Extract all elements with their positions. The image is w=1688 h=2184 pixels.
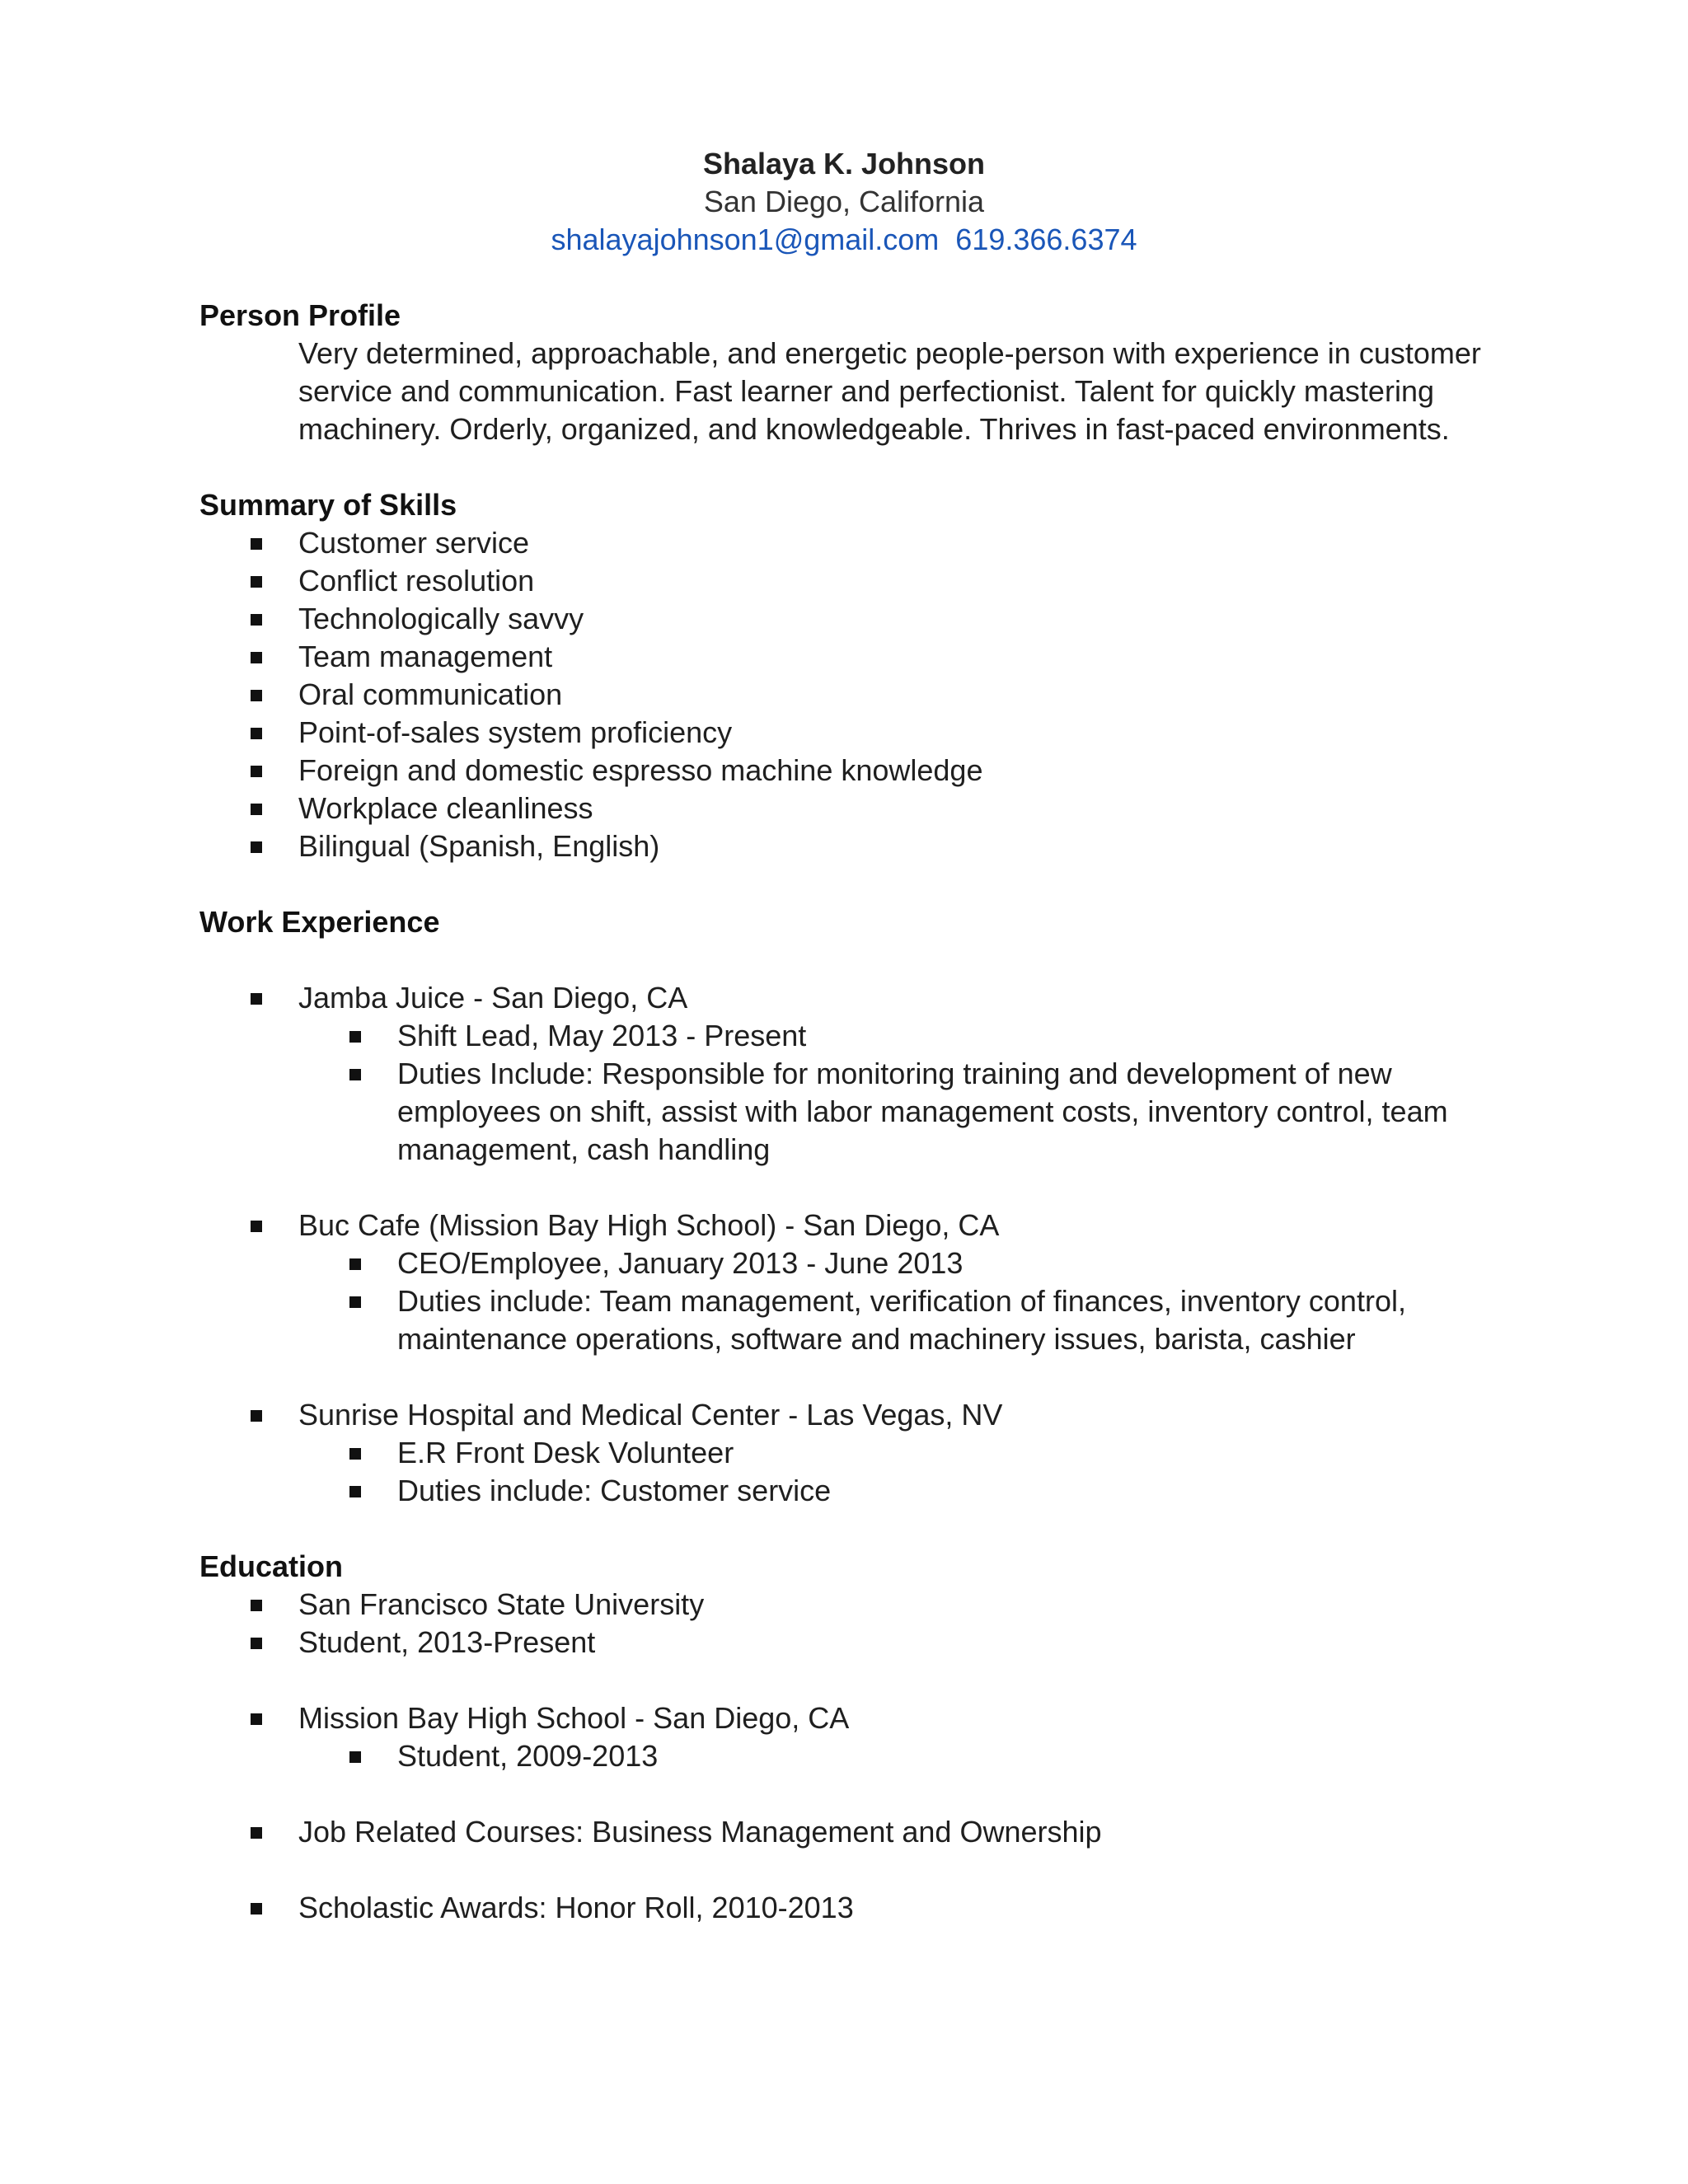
skill-item: Conflict resolution: [199, 562, 1518, 600]
bullet-icon: [251, 1827, 262, 1839]
skill-item: Team management: [199, 638, 1518, 676]
bullet-icon: [349, 1486, 361, 1497]
skill-item: Foreign and domestic espresso machine knowledge: [199, 752, 1518, 790]
bullet-icon: [251, 576, 262, 588]
bullet-icon: [349, 1448, 361, 1460]
bullet-icon: [251, 841, 262, 853]
bullet-icon: [349, 1069, 361, 1080]
bullet-icon: [251, 728, 262, 739]
resume-header: [0, 145, 1688, 259]
skill-item: Oral communication: [199, 676, 1518, 714]
contact-line: [0, 221, 1688, 259]
job-employer: Sunrise Hospital and Medical Center - Las Vegas, NV: [298, 1398, 1003, 1432]
work-list: [199, 1396, 1518, 1434]
phone-number: 619.366.6374: [955, 223, 1137, 256]
work-heading: Work Experience: [199, 905, 440, 939]
bullet-icon: [251, 766, 262, 777]
profile-heading: Person Profile: [199, 298, 401, 332]
bullet-icon: [251, 614, 262, 626]
education-item: Student, 2013-Present: [199, 1624, 1518, 1661]
job-item: [199, 1396, 1518, 1434]
job-details: [298, 1017, 1518, 1169]
skill-item: Bilingual (Spanish, English): [199, 827, 1518, 865]
job-role: Shift Lead, May 2013 - Present: [298, 1017, 1518, 1055]
job-duties: Duties include: Customer service: [298, 1472, 1452, 1510]
bullet-icon: [251, 1410, 262, 1422]
skills-list: [199, 524, 1518, 865]
bullet-icon: [251, 993, 262, 1005]
bullet-icon: [349, 1296, 361, 1308]
job-employer: Buc Cafe (Mission Bay High School) - San Diego, CA: [298, 1208, 1000, 1242]
education-item: Mission Bay High School - San Diego, CA: [199, 1699, 1518, 1737]
education-list: [199, 1889, 1518, 1927]
education-list: [199, 1699, 1518, 1737]
work-list: [199, 979, 1518, 1017]
education-item: Student, 2009-2013: [298, 1737, 1518, 1775]
job-duties: Duties include: Team management, verification of finances, inventory control, maintenance operations, software and machinery issues, barista, cashier: [298, 1282, 1452, 1358]
resume-body: [199, 297, 1518, 1927]
bullet-icon: [251, 690, 262, 701]
bullet-icon: [251, 1638, 262, 1649]
job-item: [199, 1207, 1518, 1244]
job-details: [298, 1244, 1452, 1358]
job-duties: Duties Include: Responsible for monitoring training and development of new employees on shift, assist with labor management costs, inventory control, team management, cash handling: [298, 1055, 1518, 1169]
skill-item: Customer service: [199, 524, 1518, 562]
candidate-location: San Diego, California: [703, 185, 985, 218]
candidate-name: Shalaya K. Johnson: [702, 147, 986, 180]
education-item: San Francisco State University: [199, 1586, 1518, 1624]
bullet-icon: [251, 1221, 262, 1232]
bullet-icon: [251, 804, 262, 815]
education-details: [298, 1737, 1518, 1775]
skill-item: Point-of-sales system proficiency: [199, 714, 1518, 752]
bullet-icon: [251, 1903, 262, 1915]
education-list: [199, 1813, 1518, 1851]
skill-item: Technologically savvy: [199, 600, 1518, 638]
bullet-icon: [349, 1031, 361, 1043]
job-details: [298, 1434, 1452, 1510]
education-list: [199, 1586, 1518, 1661]
bullet-icon: [349, 1751, 361, 1763]
education-heading: Education: [199, 1549, 344, 1583]
skills-heading: Summary of Skills: [199, 488, 457, 522]
profile-text: Very determined, approachable, and energetic people-person with experience in customer service and communication. Fast learner and perfectionist. Talent for quickly mastering machinery. Orderly, organized, and knowledgeable. Thrives in fast-paced environments.: [298, 336, 1481, 446]
awards-item: Scholastic Awards: Honor Roll, 2010-2013: [199, 1889, 1518, 1927]
bullet-icon: [251, 652, 262, 663]
work-list: [199, 1207, 1518, 1244]
bullet-icon: [251, 1713, 262, 1725]
job-role: CEO/Employee, January 2013 - June 2013: [298, 1244, 1452, 1282]
skill-item: Workplace cleanliness: [199, 790, 1518, 827]
bullet-icon: [251, 1600, 262, 1611]
bullet-icon: [349, 1258, 361, 1270]
job-employer: Jamba Juice - San Diego, CA: [298, 981, 688, 1015]
courses-item: Job Related Courses: Business Management and Ownership: [199, 1813, 1518, 1851]
bullet-icon: [251, 538, 262, 550]
job-role: E.R Front Desk Volunteer: [298, 1434, 1452, 1472]
email-link[interactable]: shalayajohnson1@gmail.com: [551, 223, 940, 256]
job-item: [199, 979, 1518, 1017]
